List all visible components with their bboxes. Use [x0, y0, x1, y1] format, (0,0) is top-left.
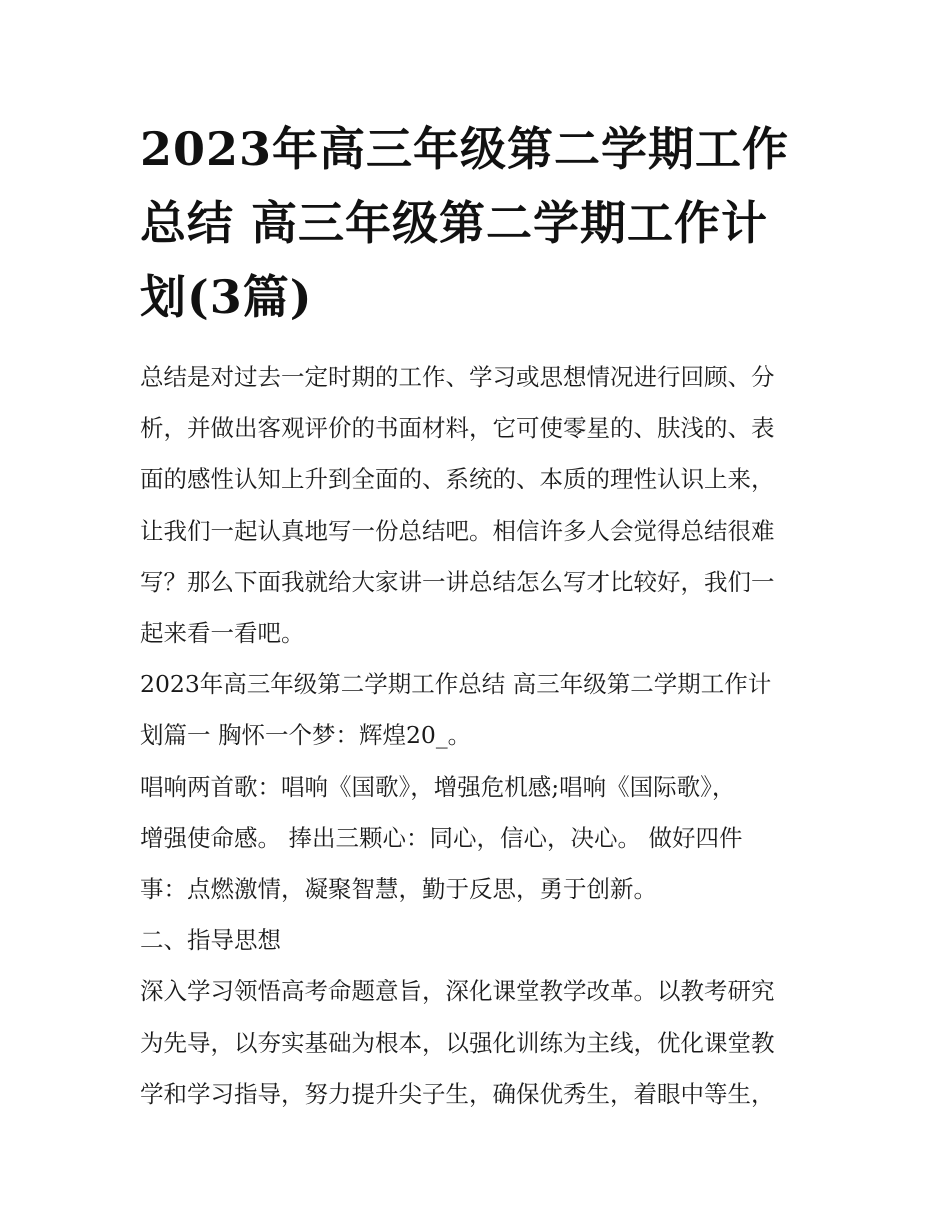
- intro-paragraph: [140, 352, 812, 659]
- document-body: [140, 352, 812, 1120]
- document-title: [140, 112, 812, 334]
- text-line: 唱响两首歌：唱响《国歌》，增强危机感;唱响《国际歌》，: [140, 772, 736, 801]
- section-heading-paragraph: [140, 659, 812, 761]
- text-line: 写？那么下面我就给大家讲一讲总结怎么写才比较好，我们一: [140, 567, 775, 596]
- text-line: 学和学习指导，努力提升尖子生，确保优秀生，着眼中等生，: [140, 1079, 775, 1108]
- title-line: 2023年高三年级第二学期工作: [140, 122, 790, 176]
- text-line: 2023年高三年级第二学期工作总结 高三年级第二学期工作计: [140, 670, 772, 699]
- text-line: 为先导，以夯实基础为根本，以强化训练为主线，优化课堂教: [140, 1028, 775, 1057]
- text-line: 二、指导思想: [140, 926, 281, 955]
- text-line: 总结是对过去一定时期的工作、学习或思想情况进行回顾、分: [140, 363, 775, 391]
- title-line: 划(3篇): [140, 270, 313, 324]
- text-line: 析，并做出客观评价的书面材料，它可使零星的、肤浅的、表: [140, 414, 775, 443]
- guiding-ideas-paragraph: [140, 966, 812, 1120]
- document-content: [140, 112, 812, 1120]
- text-line: 事：点燃激情，凝聚智慧，勤于反思，勇于创新。: [140, 875, 657, 904]
- text-line: 起来看一看吧。: [140, 619, 305, 648]
- text-line: 深入学习领悟高考命题意旨，深化课堂教学改革。以教考研究: [140, 977, 775, 1006]
- subheading-paragraph: [140, 915, 812, 966]
- text-line: 增强使命感。 捧出三颗心：同心，信心，决心。 做好四件: [140, 823, 743, 852]
- slogan-paragraph: [140, 762, 812, 916]
- text-line: 让我们一起认真地写一份总结吧。相信许多人会觉得总结很难: [140, 516, 775, 545]
- text-line: 面的感性认知上升到全面的、系统的、本质的理性认识上来，: [140, 465, 775, 494]
- title-line: 总结 高三年级第二学期工作计: [140, 196, 769, 250]
- text-line: 划篇一 胸怀一个梦：辉煌20_。: [140, 721, 472, 750]
